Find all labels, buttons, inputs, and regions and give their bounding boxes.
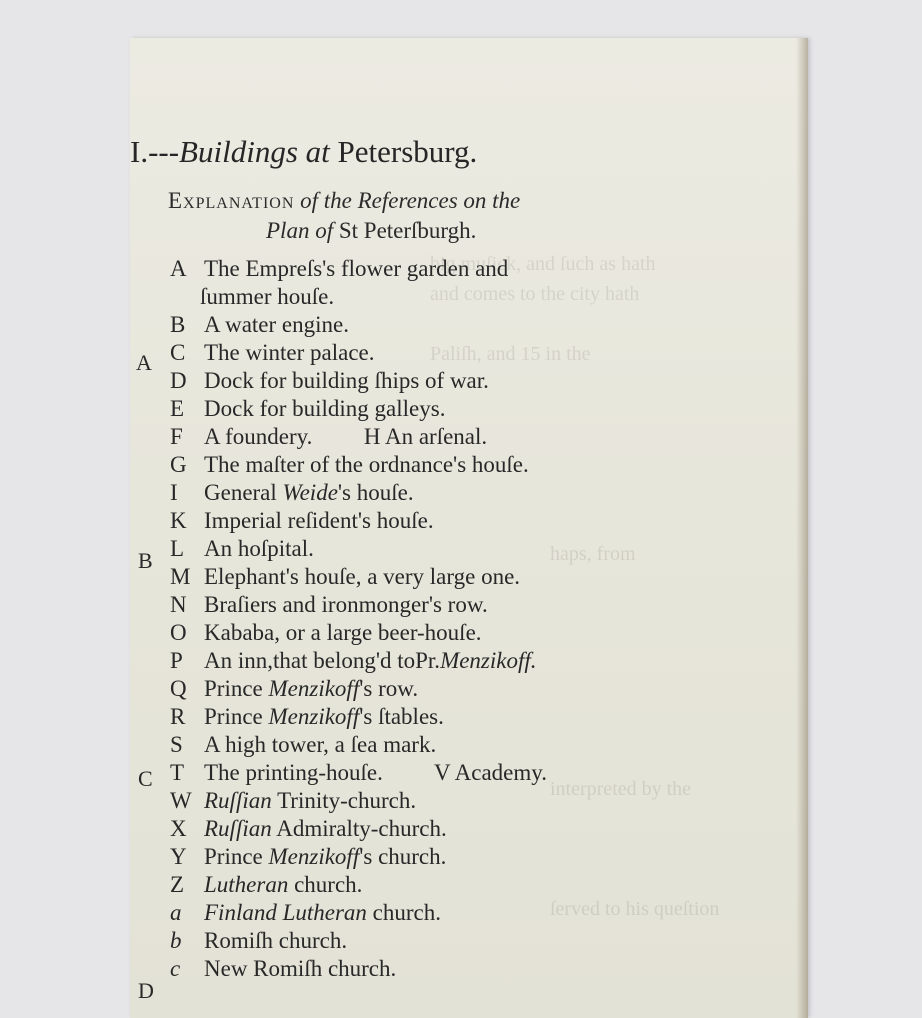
entry-b-lower: b Romiſh church.: [170, 928, 348, 953]
entry-e: E Dock for building galleys.: [170, 396, 446, 421]
entry-g: G The maſter of the ordnance's houſe.: [170, 452, 529, 477]
bleed-through-text: haps, from: [550, 543, 636, 565]
book-page: [130, 38, 808, 1018]
explanation-caps: Explanation: [168, 188, 295, 213]
page-header: [130, 134, 477, 170]
entry-f: F A foundery. H An arſenal.: [170, 424, 488, 449]
entry-a-continued: ſummer houſe.: [200, 284, 335, 309]
header-italic: Buildings at: [179, 134, 330, 169]
entry-d: D Dock for building ſhips of war.: [170, 368, 489, 393]
explanation-italic-1: of the References on the: [294, 188, 521, 213]
entry-z: Z Lutheran church.: [170, 872, 363, 897]
entry-q: Q Prince Menzikoff's row.: [170, 676, 419, 701]
margin-letter-c: C: [138, 766, 153, 791]
entry-y: Y Prince Menzikoff's church.: [170, 844, 447, 869]
margin-letter-d: D: [138, 978, 154, 1003]
margin-letter-b: B: [138, 548, 153, 573]
bleed-through-text: big muſick, and ſuch as hath: [430, 253, 656, 275]
bleed-through-text: ſerved to his queſtion: [550, 898, 720, 920]
explanation-heading: [168, 186, 768, 246]
entry-h-text: An arſenal.: [384, 424, 488, 449]
entry-x: X Ruſſian Admiralty-church.: [170, 816, 447, 841]
entry-c: C The winter palace.: [170, 340, 375, 365]
entry-h-letter: H: [363, 424, 381, 449]
bleed-through-text: Paliſh, and 15 in the: [430, 343, 591, 365]
entry-s: S A high tower, a ſea mark.: [170, 732, 437, 757]
entry-i: I General Weide's houſe.: [170, 480, 414, 505]
entry-v-text: Academy.: [454, 760, 548, 785]
entry-p: P An inn,that belong'd toPr.Menzikoff.: [170, 648, 537, 673]
explanation-italic-2: Plan of: [266, 218, 334, 243]
margin-letter-a: A: [136, 350, 152, 375]
entry-v-letter: V: [433, 760, 451, 785]
entry-b: B A water engine.: [170, 312, 349, 337]
header-place: Petersburg.: [329, 134, 478, 169]
header-prefix: I.---: [130, 134, 180, 169]
entry-t: T The printing-houſe. V Academy.: [170, 760, 548, 785]
entry-r: R Prince Menzikoff's ſtables.: [170, 704, 444, 729]
explanation-place: St Peterſburgh.: [333, 218, 477, 243]
entry-w: W Ruſſian Trinity-church.: [170, 788, 417, 813]
bleed-through-text: and comes to the city hath: [430, 283, 640, 305]
entry-n: N Braſiers and ironmonger's row.: [170, 592, 488, 617]
entry-o: O Kababa, or a large beer-houſe.: [170, 620, 482, 645]
entry-c-lower: c New Romiſh church.: [170, 956, 397, 981]
entry-a-lower: a Finland Lutheran church.: [170, 900, 441, 925]
entry-l: L An hoſpital.: [170, 536, 314, 561]
entry-k: K Imperial reſident's houſe.: [170, 508, 434, 533]
entry-m: M Elephant's houſe, a very large one.: [170, 564, 521, 589]
bleed-through-text: interpreted by the: [550, 778, 692, 800]
entry-a: A The Empreſs's flower garden and: [170, 256, 509, 281]
